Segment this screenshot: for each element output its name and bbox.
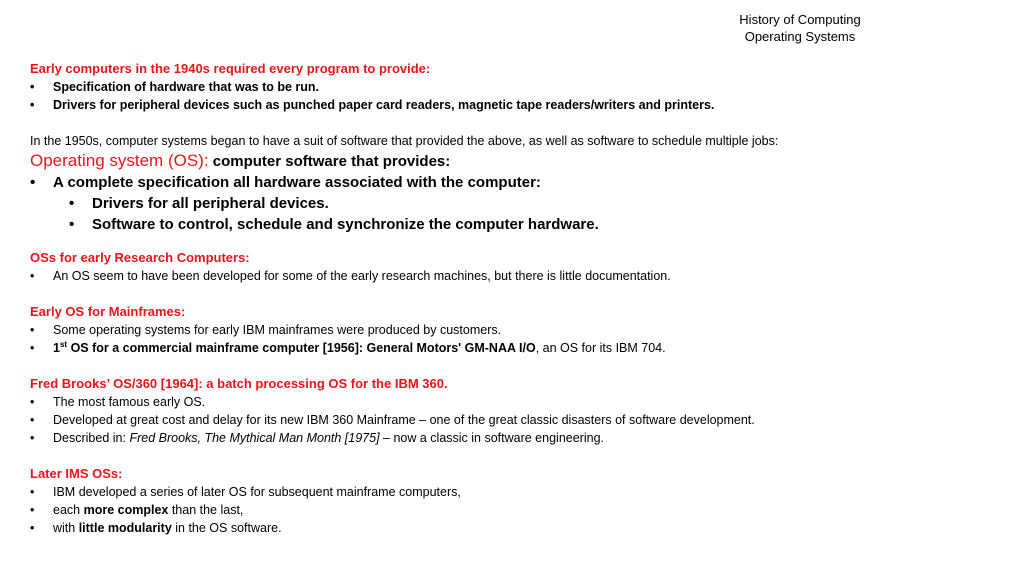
mainframes-item-2 [30, 339, 1000, 357]
header-subtitle: Operating Systems [744, 29, 856, 44]
ordinal-number: 1 [53, 341, 60, 355]
later-item-2-post: than the last, [168, 503, 244, 517]
brooks-item-3 [30, 429, 1000, 447]
gm-naa-rest: , an OS for its IBM 704. [535, 341, 666, 355]
later-item-3 [30, 519, 1000, 537]
os-title: Operating system (OS): [30, 151, 209, 170]
later-item-1: • IBM developed a series of later OS for subsequent mainframe computers, [30, 483, 1000, 501]
early-item-1: • Specification of hardware that was to be run. [30, 78, 1000, 96]
slide-header [680, 11, 920, 45]
mainframes-item-1: • Some operating systems for early IBM mainframes were produced by customers. [30, 321, 1000, 339]
brooks-heading: Fred Brooks’ OS/360 [1964]: a batch processing OS for the IBM 360. [30, 376, 448, 391]
gm-naa-text: OS for a commercial mainframe computer [1956]: General Motors' GM-NAA I/O [70, 341, 536, 355]
ordinal-suffix: st [59, 339, 68, 349]
little-modularity-text: little modularity [78, 521, 172, 535]
brooks-item-3-pre: Described in: [53, 431, 130, 445]
later-item-2 [30, 501, 1000, 519]
os-subitem-1: • Drivers for all peripheral devices. [69, 193, 1000, 214]
brooks-item-2: • Developed at great cost and delay for its new IBM 360 Mainframe – one of the great classic disasters of software development. [30, 411, 1000, 429]
os-subitem-2: • Software to control, schedule and synchronize the computer hardware. [69, 214, 1000, 235]
os-item: • A complete specification all hardware associated with the computer: [30, 172, 1000, 193]
early-heading: Early computers in the 1940s required every program to provide: [30, 61, 431, 76]
os-definition [30, 150, 1000, 172]
mainframes-heading: Early OS for Mainframes: [30, 304, 186, 319]
later-item-2-pre: each [53, 503, 84, 517]
header-title: History of Computing [739, 12, 861, 27]
brooks-item-3-post: – now a classic in software engineering. [379, 431, 604, 445]
more-complex-text: more complex [83, 503, 169, 517]
book-citation: Fred Brooks, The Mythical Man Month [1975] [129, 431, 380, 445]
later-heading: Later IMS OSs: [30, 466, 123, 481]
research-item-1: • An OS seem to have been developed for some of the early research machines, but there is little documentation. [30, 267, 1000, 285]
later-item-3-post: in the OS software. [171, 521, 282, 535]
slide-content [30, 60, 1000, 537]
os-intro-text: In the 1950s, computer systems began to have a suit of software that provided the above, as well as software to schedule multiple jobs: [30, 134, 779, 148]
research-heading: OSs for early Research Computers: [30, 250, 250, 265]
os-subtitle: computer software that provides: [212, 153, 451, 170]
early-item-2: • Drivers for peripheral devices such as punched paper card readers, magnetic tape readers/writers and printers. [30, 96, 1000, 114]
later-item-3-pre: with [53, 521, 79, 535]
brooks-item-1: • The most famous early OS. [30, 393, 1000, 411]
